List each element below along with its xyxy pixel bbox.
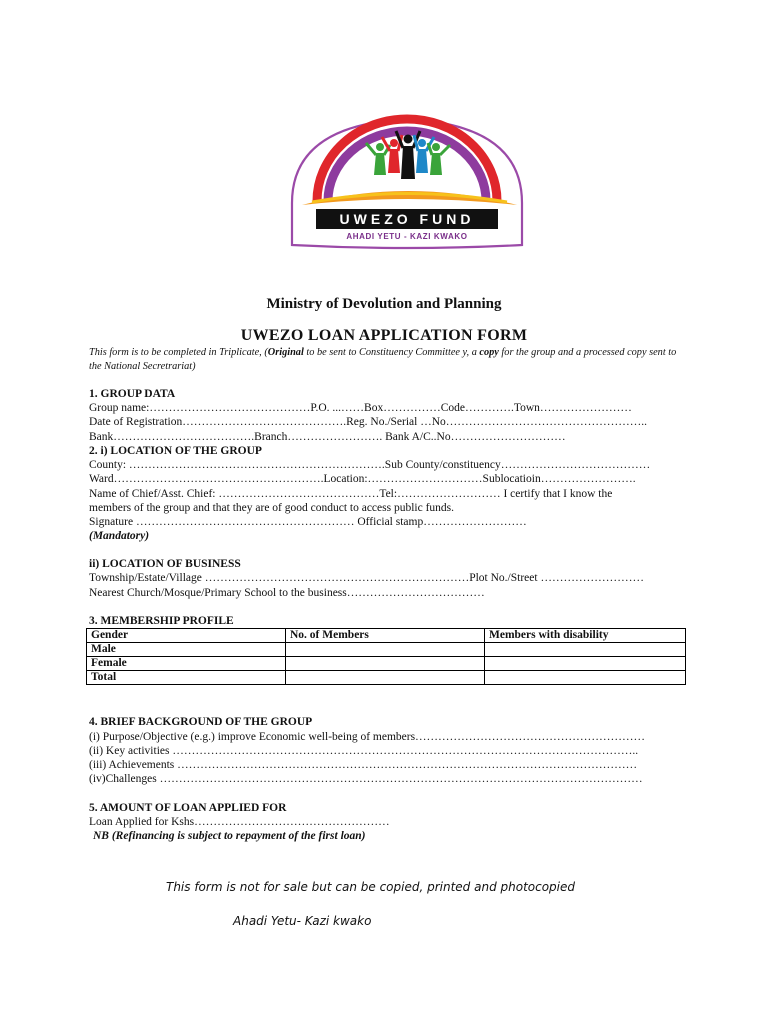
table-row (87, 671, 686, 685)
column-header: Members with disability (485, 629, 686, 643)
mandatory-note: (Mandatory) (89, 530, 150, 542)
column-header: Gender (87, 629, 286, 643)
table-cell[interactable] (485, 657, 686, 671)
achievements-line[interactable]: (iii) Achievements ………………………………………………………………………………………………………… (89, 759, 638, 771)
table-cell[interactable] (286, 671, 485, 685)
signature-line[interactable]: Signature ………………………………………………… Official stamp……………………… (89, 516, 527, 528)
form-intro: This form is to be completed in Triplicate, (Original to be sent to Constituency Committee y, a copy for the group and a processed copy sent to the National Secretrariat) (89, 347, 677, 372)
background-heading: 4. BRIEF BACKGROUND OF THE GROUP (89, 716, 313, 728)
table-cell[interactable] (485, 643, 686, 657)
row-label: Total (87, 671, 286, 685)
table-row (87, 643, 686, 657)
table-cell[interactable] (485, 671, 686, 685)
location-group-heading: 2. i) LOCATION OF THE GROUP (89, 445, 262, 457)
table-cell[interactable] (286, 657, 485, 671)
logo-name-text: UWEZO FUND (339, 211, 475, 227)
uwezo-fund-logo (282, 105, 532, 253)
loan-amount-line[interactable]: Loan Applied for Kshs…………………………………………… (89, 816, 390, 828)
key-activities-line[interactable]: (ii) Key activities ………………………………………………………………………………………………………….. (89, 745, 639, 757)
table-row (87, 657, 686, 671)
registration-line[interactable]: Date of Registration…………………………………….Reg. No./Serial …No…………………………………………….. (89, 416, 648, 428)
location-business-heading: ii) LOCATION OF BUSINESS (89, 558, 241, 570)
ward-line[interactable]: Ward……………………………………………….Location:…………………………Sublocatioin……………………. (89, 473, 636, 485)
nearest-landmark-line[interactable]: Nearest Church/Mosque/Primary School to the business……………………………… (89, 587, 485, 599)
chief-line[interactable]: Name of Chief/Asst. Chief: ……………………………………Tel:……………………… I certify that I know the (89, 488, 613, 500)
membership-heading: 3. MEMBERSHIP PROFILE (89, 615, 234, 627)
group-name-line[interactable]: Group name:……………………………………P.O. ...……Box……………Code………….Town…………………… (89, 402, 632, 414)
logo-slogan-text: AHADI YETU - KAZI KWAKO (346, 232, 468, 241)
row-label: Male (87, 643, 286, 657)
footer-motto: Ahadi Yetu- Kazi kwako (233, 914, 372, 928)
membership-table (86, 628, 686, 685)
county-line[interactable]: County: ………………………………………………………….Sub County/constituency………………………………… (89, 459, 651, 471)
table-header-row (87, 629, 686, 643)
challenges-line[interactable]: (iv)Challenges ……………………………………………………………………………………………………………… (89, 773, 643, 785)
footer-notice: This form is not for sale but can be copied, printed and photocopied (166, 880, 576, 894)
ministry-heading: Ministry of Devolution and Planning (266, 296, 502, 312)
table-cell[interactable] (286, 643, 485, 657)
refinancing-note: NB (Refinancing is subject to repayment of the first loan) (93, 830, 366, 842)
group-data-heading: 1. GROUP DATA (89, 388, 176, 400)
row-label: Female (87, 657, 286, 671)
loan-heading: 5. AMOUNT OF LOAN APPLIED FOR (89, 802, 287, 814)
certify-line: members of the group and that they are of good conduct to access public funds. (89, 502, 455, 514)
bank-line[interactable]: Bank……………………………….Branch……………………. Bank A/C..No………………………… (89, 431, 566, 443)
purpose-line[interactable]: (i) Purpose/Objective (e.g.) improve Economic well-being of members…………………………………………………… (89, 731, 646, 743)
township-line[interactable]: Township/Estate/Village ……………………………………………………………Plot No./Street ……………………… (89, 572, 644, 584)
column-header: No. of Members (286, 629, 485, 643)
form-title: UWEZO LOAN APPLICATION FORM (240, 327, 528, 344)
